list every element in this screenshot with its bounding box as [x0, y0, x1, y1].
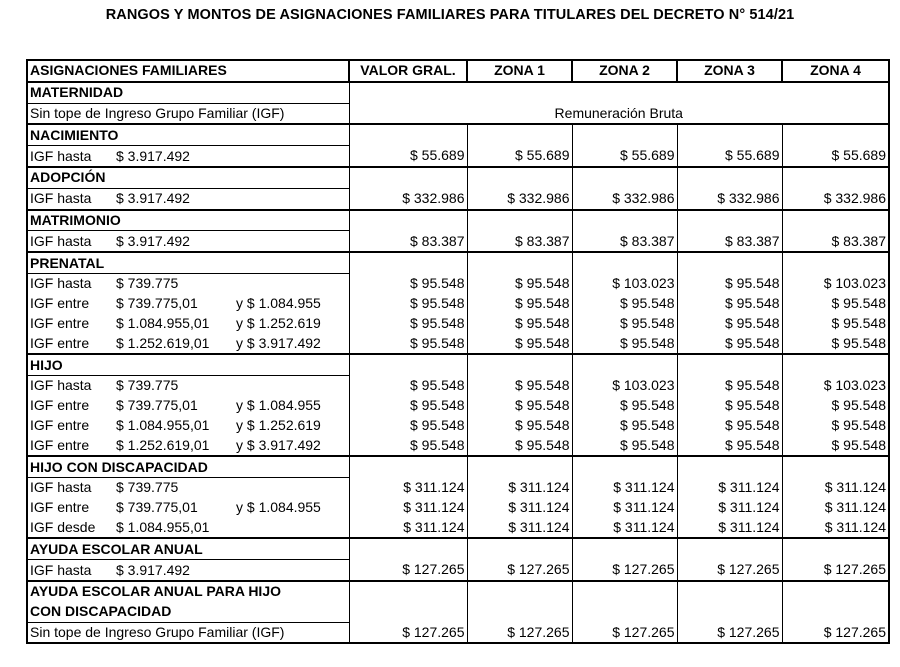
range-label: IGF entre $ 1.252.619,01 y $ 3.917.492: [27, 435, 349, 456]
section-title: HIJO CON DISCAPACIDAD: [27, 456, 349, 477]
table-row: IGF entre $ 739.775,01 y $ 1.084.955 $ 95.548 $ 95.548 $ 95.548 $ 95.548 $ 95.548: [27, 294, 889, 314]
table-row: Sin tope de Ingreso Grupo Familiar (IGF) $ 127.265 $ 127.265 $ 127.265 $ 127.265 $ 127.265: [27, 622, 889, 643]
range-label: IGF entre $ 739.775,01 y $ 1.084.955: [27, 498, 349, 518]
header-zona-2: ZONA 2: [572, 60, 677, 82]
section-title: MATERNIDAD: [27, 82, 349, 103]
section-ayuda-escolar-discapacidad: [27, 581, 889, 602]
section-title: HIJO: [27, 354, 349, 375]
header-asignaciones: ASIGNACIONES FAMILIARES: [27, 60, 349, 82]
header-valor-gral: VALOR GRAL.: [349, 60, 467, 82]
section-title: AYUDA ESCOLAR ANUAL PARA HIJO: [27, 581, 349, 602]
section-title: ADOPCIÓN: [27, 167, 349, 188]
section-title-continued: CON DISCAPACIDAD: [27, 602, 889, 622]
table-row: IGF hasta $ 3.917.492 $ 83.387 $ 83.387 $ 83.387 $ 83.387 $ 83.387: [27, 231, 889, 252]
table-row: IGF entre $ 739.775,01 y $ 1.084.955 $ 311.124 $ 311.124 $ 311.124 $ 311.124 $ 311.124: [27, 498, 889, 518]
maternidad-label: Sin tope de Ingreso Grupo Familiar (IGF): [27, 103, 349, 124]
header-zona-3: ZONA 3: [677, 60, 782, 82]
table-row: IGF hasta $ 3.917.492 $ 332.986 $ 332.986 $ 332.986 $ 332.986 $ 332.986: [27, 188, 889, 209]
table-row: IGF entre $ 1.252.619,01 y $ 3.917.492 $ 95.548 $ 95.548 $ 95.548 $ 95.548 $ 95.548: [27, 333, 889, 354]
section-prenatal: [27, 252, 889, 273]
range-label: IGF entre $ 739.775,01 y $ 1.084.955: [27, 294, 349, 314]
table-row: IGF hasta $ 739.775 $ 95.548 $ 95.548 $ 103.023 $ 95.548 $ 103.023: [27, 273, 889, 293]
section-hijo: [27, 354, 889, 375]
table-row: IGF hasta $ 739.775 $ 311.124 $ 311.124 $ 311.124 $ 311.124 $ 311.124: [27, 477, 889, 497]
table-row: IGF hasta $ 739.775 $ 95.548 $ 95.548 $ 103.023 $ 95.548 $ 103.023: [27, 375, 889, 395]
document-title: RANGOS Y MONTOS DE ASIGNACIONES FAMILIARES PARA TITULARES DEL DECRETO N° 514/21: [105, 7, 795, 23]
section-title: NACIMIENTO: [27, 124, 349, 145]
section-adopcion: [27, 167, 889, 188]
section-nacimiento: [27, 124, 889, 145]
header-zona-1: ZONA 1: [467, 60, 572, 82]
allowances-table: [26, 59, 890, 644]
table-row: [27, 103, 889, 124]
table-row: IGF hasta $ 3.917.492 $ 127.265 $ 127.265 $ 127.265 $ 127.265 $ 127.265: [27, 560, 889, 581]
ayuda-discapacidad-label: Sin tope de Ingreso Grupo Familiar (IGF): [27, 622, 349, 643]
table-row: IGF entre $ 1.084.955,01 y $ 1.252.619 $ 95.548 $ 95.548 $ 95.548 $ 95.548 $ 95.548: [27, 416, 889, 436]
range-label: IGF hasta $ 739.775: [27, 477, 349, 497]
header-row: [27, 60, 889, 82]
range-label: IGF hasta $ 739.775: [27, 375, 349, 395]
section-ayuda-escolar: [27, 538, 889, 559]
range-label: IGF entre $ 1.252.619,01 y $ 3.917.492: [27, 333, 349, 354]
range-label: IGF desde $ 1.084.955,01: [27, 518, 349, 539]
section-matrimonio: [27, 210, 889, 231]
range-label: IGF entre $ 1.084.955,01 y $ 1.252.619: [27, 416, 349, 436]
range-label: IGF entre $ 739.775,01 y $ 1.084.955: [27, 396, 349, 416]
section-hijo-discapacidad: [27, 456, 889, 477]
table-row: IGF entre $ 1.252.619,01 y $ 3.917.492 $ 95.548 $ 95.548 $ 95.548 $ 95.548 $ 95.548: [27, 435, 889, 456]
range-label: IGF hasta $ 3.917.492: [27, 231, 349, 252]
table-row: IGF hasta $ 3.917.492 $ 55.689 $ 55.689 $ 55.689 $ 55.689 $ 55.689: [27, 146, 889, 167]
range-label: IGF hasta $ 3.917.492: [27, 560, 349, 581]
section-title: PRENATAL: [27, 252, 349, 273]
section-title: AYUDA ESCOLAR ANUAL: [27, 538, 349, 559]
table-row: IGF entre $ 739.775,01 y $ 1.084.955 $ 95.548 $ 95.548 $ 95.548 $ 95.548 $ 95.548: [27, 396, 889, 416]
section-title: MATRIMONIO: [27, 210, 349, 231]
range-label: IGF hasta $ 3.917.492: [27, 146, 349, 167]
range-label: IGF hasta $ 3.917.492: [27, 188, 349, 209]
header-zona-4: ZONA 4: [782, 60, 889, 82]
table-row: IGF entre $ 1.084.955,01 y $ 1.252.619 $ 95.548 $ 95.548 $ 95.548 $ 95.548 $ 95.548: [27, 314, 889, 334]
section-maternidad: [27, 82, 889, 103]
range-label: IGF entre $ 1.084.955,01 y $ 1.252.619: [27, 314, 349, 334]
range-label: IGF hasta $ 739.775: [27, 273, 349, 293]
maternidad-value: Remuneración Bruta: [349, 103, 889, 124]
table-row: IGF desde $ 1.084.955,01 $ 311.124 $ 311.124 $ 311.124 $ 311.124 $ 311.124: [27, 518, 889, 539]
